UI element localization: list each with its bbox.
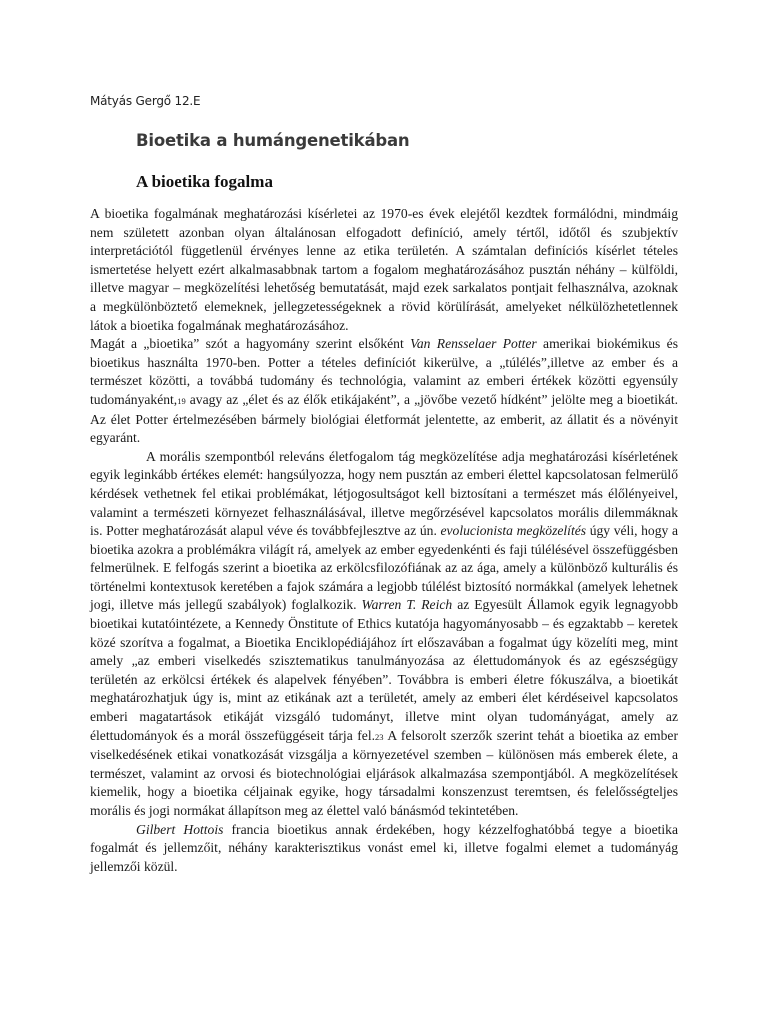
document-title: Bioetika a humángenetikában <box>136 131 410 150</box>
paragraph-1 <box>90 205 678 335</box>
paragraph-3-text-d: A felsorolt szerzők szerint tehát a bioetika az ember viselkedésének etikai vonatkozását vizsgálja a környezetével szemben – különösen más emberek élete, a természet, valamint az orvosi és biotechnológiai eljárások alkalmazása szempontjából. A megközelítések kiemelik, hogy a bioetika céljainak egyike, hogy társadalmi konszenzust teremtsen, és felelősségteljes morális és jogi normákat állapítson meg az élettel való bánásmód tekintetében. <box>90 727 678 818</box>
paragraph-3-text-c: az Egyesült Államok egyik legnagyobb bioetikai kutatóintézete, a Kennedy Önstitute of Ethics kutatója hagyományosabb – és egzaktabb – keretek közé szorítva a fogalmat, a Bioetika Enciklopédiájához írt előszavában a fogalmat úgy közelíti meg, mint amely „az emberi viselkedés szisztematikus tanulmányozása az élettudományok és az egészségügy területén az erkölcsi értékek és alapelvek fényében”. Továbbra is emberi életre fókuszálva, a bioetikát meghatározhatjuk úgy is, mint az etikának azt a területét, amely az emberi élet kérdéseivel kapcsolatos emberi magatartások etikáját vizsgáló tudományt, illetve mint olyan tudományágat, amely az élettudományok és a morál összefüggéseit tárja fel. <box>90 597 678 743</box>
paragraph-2-text-b: amerikai biokémikus és bioetikus használta 1970-ben. Potter a tételes definíciót kikerülve, a „túlélés”,illetve az ember és a természet közötti, a továbbá tudomány és technológia, valamint az emberi értékek közötti egyensúly tudományaként, <box>90 336 678 407</box>
paragraph-3-italic-term: evolucionista megközelítés <box>440 523 587 539</box>
footnote-ref-19: 19 <box>177 395 186 406</box>
footnote-ref-23: 23 <box>375 731 384 742</box>
paragraph-3-text-b: úgy véli, hogy a bioetika azokra a problémákra világít rá, amelyek az ember egyedenkénti és faji túlélésével összefüggésben felmerülnek. E felfogás szerint a bioetika az erkölcsfilozófiának az az ága, amely a különböző kulturális és történelmi kontextusok keretében a fajok számára a legjobb túlélést biztosító normákkal (amelyek lehetnek jogi, illetve más jellegű szabályok) foglalkozik. <box>90 523 678 613</box>
paragraph-2-text-a: Magát a „bioetika” szót a hagyomány szerint elsőként <box>90 336 411 352</box>
paragraph-4-italic-name: Gilbert Hottois <box>136 821 224 837</box>
paragraph-3-text-a: A morális szempontból releváns életfogalom tág megközelítése adja meghatározási kísérletének egyik leginkább értékes elemét: hangsúlyozza, hogy nem pusztán az emberi élettel kapcsolatosan felmerülő kérdések vethetnek fel etikai problémákat, létjogosultságot kell biztosítani a természet más élőlényeivel, valamint a természeti környezet felhasználásával, illetve megőrzésével kapcsolatos morális dilemmáknak is. Potter meghatározását alapul véve és továbbfejlesztve az ún. <box>90 448 678 539</box>
paragraph-2-italic-name: Van Rensselaer Potter <box>410 336 537 352</box>
paragraph-3-italic-name: Warren T. Reich <box>361 597 453 613</box>
paragraph-3 <box>90 448 678 821</box>
paragraph-2-text-c: avagy az „élet és az élők etikájaként”, a „jövőbe vezető hídként” jelölte meg a bioetikát. Az élet Potter értelmezésében bármely biológiai életformát jelentette, az emberit, az állatit és a növényit egyaránt. <box>90 391 678 446</box>
paragraph-4 <box>90 821 678 877</box>
paragraph-1-text: A bioetika fogalmának meghatározási kísérletei az 1970-es évek elejétől kezdtek formálódni, mindmáig nem született azonban olyan általánosan elfogadott definíció, amely tértől, időtől és szubjektív interpretációtól függetlenül érvényes lenne az etika területén. A számtalan definíciós kísérlet tételes ismertetése helyett ezért alkalmasabbnak tartom a fogalom meghatározásához pusztán néhány – külföldi, illetve magyar – megközelítési lehetőség bemutatását, majd ezek sarkalatos pontjait felhasználva, azoknak a megkülönböztető elemeknek, jellegzetességeknek a rövid körülírását, amelyeket nélkülözhetetlennek látok a bioetika fogalmának meghatározásához. <box>90 206 678 333</box>
paragraph-4-text: francia bioetikus annak érdekében, hogy kézzelfoghatóbbá tegye a bioetika fogalmát és jellemzőit, néhány karakterisztikus vonást emel ki, illetve fogalmi elemet a tudományág jellemzői közül. <box>90 821 679 874</box>
author-line: Mátyás Gergő 12.E <box>90 94 201 108</box>
paragraph-2 <box>90 335 678 448</box>
body-text <box>90 205 678 876</box>
section-heading: A bioetika fogalma <box>136 172 273 191</box>
